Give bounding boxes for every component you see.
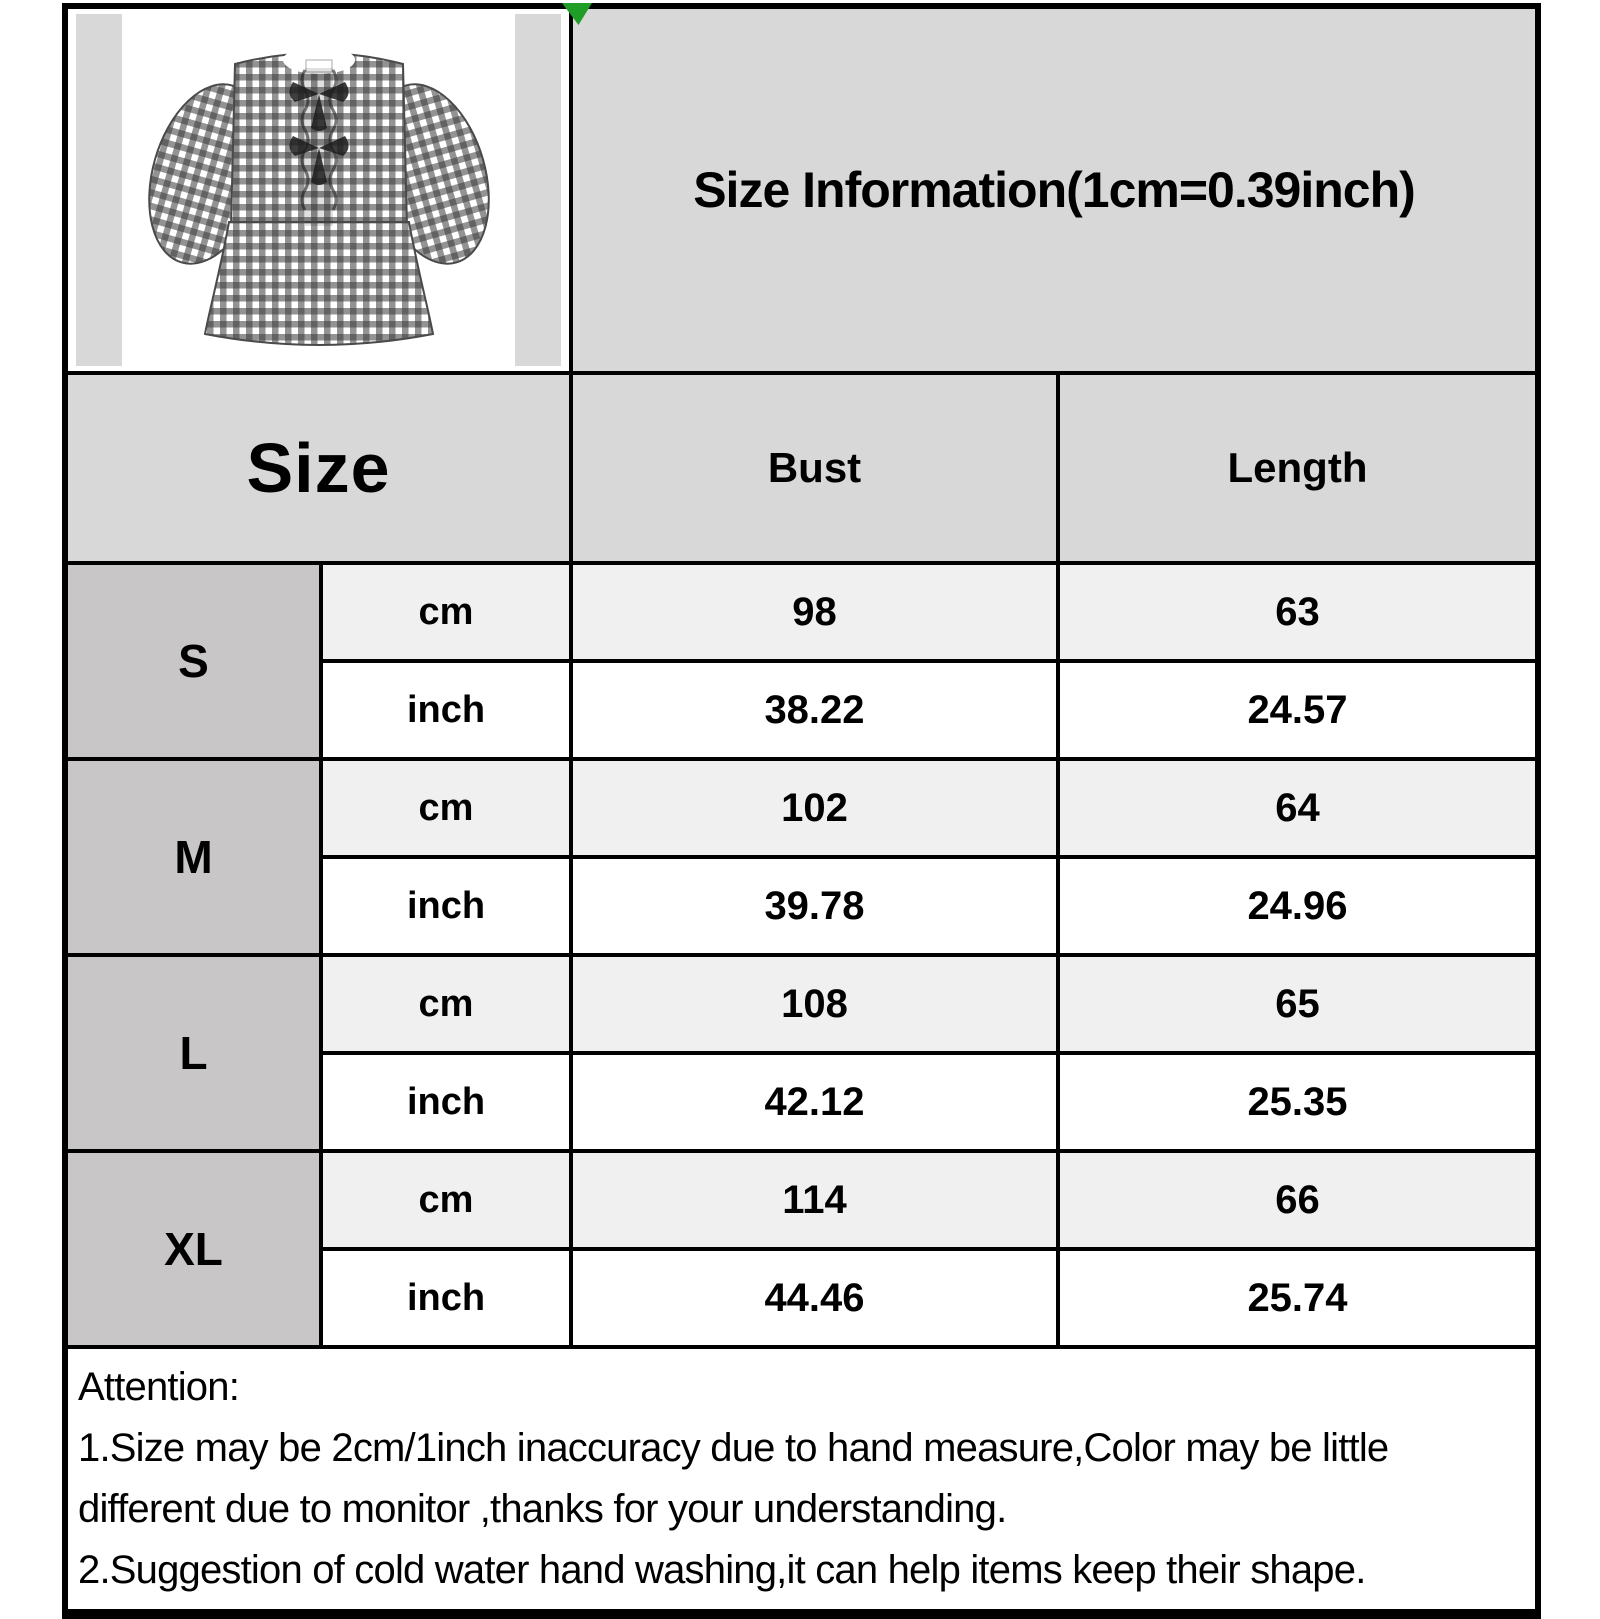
- product-photo-cell: [65, 6, 571, 373]
- column-header-bust: Bust: [571, 373, 1058, 563]
- column-header-size: Size: [65, 373, 571, 563]
- bust-value: 44.46: [571, 1249, 1058, 1347]
- unit-label-cm: cm: [321, 1151, 571, 1249]
- size-table: [62, 3, 1541, 1619]
- attention-line-1: 1.Size may be 2cm/1inch inaccuracy due to hand measure,Color may be little different due to monitor ,thanks for your understanding.: [78, 1426, 1389, 1531]
- product-photo: [73, 14, 564, 366]
- unit-label-inch: inch: [321, 661, 571, 759]
- unit-label-cm: cm: [321, 759, 571, 857]
- photo-left-bar: [76, 14, 122, 366]
- bust-value: 38.22: [571, 661, 1058, 759]
- column-header-length: Length: [1058, 373, 1538, 563]
- unit-label-cm: cm: [321, 563, 571, 661]
- length-value: 63: [1058, 563, 1538, 661]
- size-chart-sheet: [62, 3, 1535, 1619]
- size-info-title: Size Information(1cm=0.39inch): [693, 162, 1415, 218]
- unit-label-inch: inch: [321, 857, 571, 955]
- length-value: 24.96: [1058, 857, 1538, 955]
- size-label-l: L: [65, 955, 321, 1151]
- attention-note: [65, 1347, 1538, 1614]
- attention-heading: Attention:: [78, 1365, 240, 1409]
- header-row: [65, 373, 1538, 563]
- size-label-s: S: [65, 563, 321, 759]
- unit-label-cm: cm: [321, 955, 571, 1053]
- attention-line-2: 2.Suggestion of cold water hand washing,it can help items keep their shape.: [78, 1548, 1366, 1592]
- bust-value: 39.78: [571, 857, 1058, 955]
- photo-right-bar: [515, 14, 561, 366]
- top-row: [65, 6, 1538, 373]
- size-label-xl: XL: [65, 1151, 321, 1347]
- bust-value: 108: [571, 955, 1058, 1053]
- length-value: 65: [1058, 955, 1538, 1053]
- bust-value: 114: [571, 1151, 1058, 1249]
- attention-row: [65, 1347, 1538, 1614]
- bust-value: 102: [571, 759, 1058, 857]
- unit-label-inch: inch: [321, 1053, 571, 1151]
- length-value: 25.74: [1058, 1249, 1538, 1347]
- table-row: [65, 955, 1538, 1053]
- table-row: [65, 759, 1538, 857]
- table-row: [65, 1151, 1538, 1249]
- table-row: [65, 563, 1538, 661]
- length-value: 24.57: [1058, 661, 1538, 759]
- size-label-m: M: [65, 759, 321, 955]
- length-value: 25.35: [1058, 1053, 1538, 1151]
- unit-label-inch: inch: [321, 1249, 571, 1347]
- length-value: 64: [1058, 759, 1538, 857]
- length-value: 66: [1058, 1151, 1538, 1249]
- bust-value: 98: [571, 563, 1058, 661]
- bust-value: 42.12: [571, 1053, 1058, 1151]
- size-info-title-cell: [571, 6, 1538, 373]
- gingham-blouse-illustration: [129, 22, 509, 358]
